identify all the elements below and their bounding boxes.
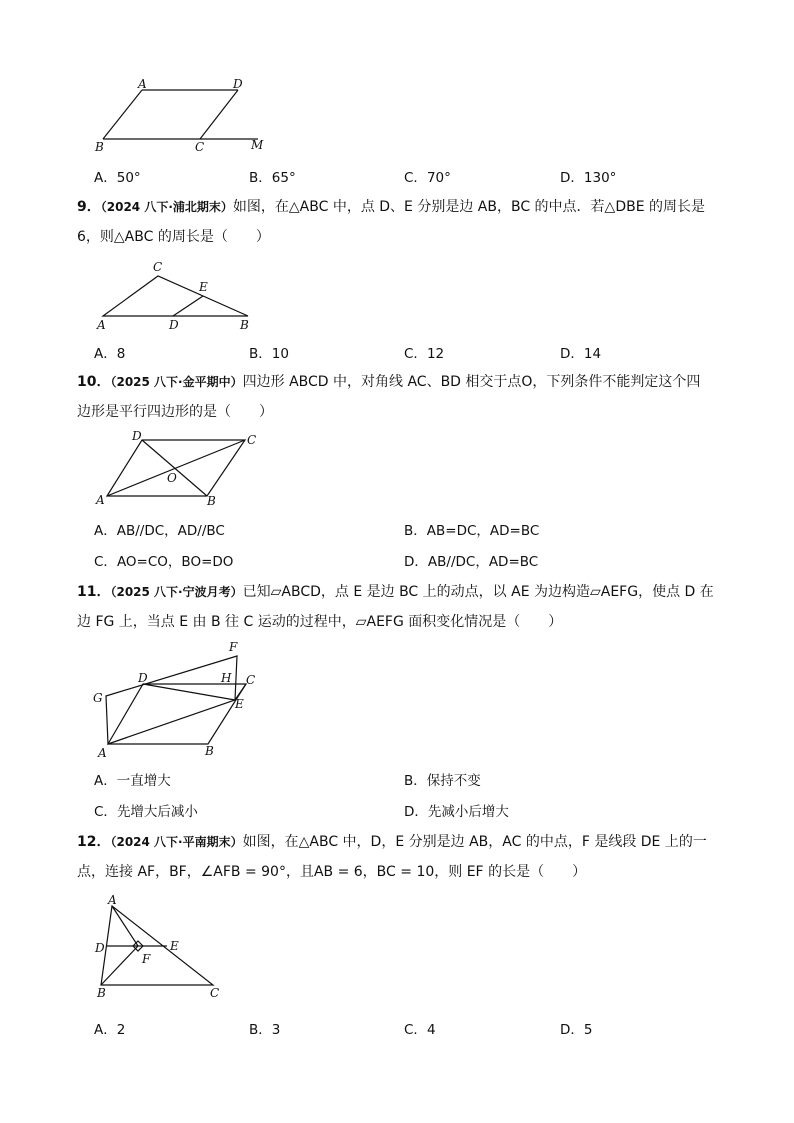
option-text: 5: [583, 1022, 593, 1038]
triangle-abc: [103, 276, 248, 316]
stem-line-2: 边 FG 上，当点 E 由 B 往 C 运动的过程中，▱AEFG 面积变化情况是（ ）: [77, 614, 563, 630]
label-a: A: [138, 77, 147, 91]
q8-figure: [90, 76, 270, 156]
option-text: 2: [116, 1022, 126, 1038]
segment-de: [173, 296, 203, 316]
option-text: 130°: [583, 170, 617, 186]
label-c: C: [210, 986, 220, 1000]
label-f: F: [142, 952, 151, 966]
option-text: 一直增大: [116, 773, 171, 789]
segment-dc: [200, 90, 238, 139]
q10-stem: [77, 367, 722, 427]
option-letter: B．: [404, 773, 427, 789]
option-letter: C．: [404, 346, 427, 362]
question-number: 9．: [77, 199, 101, 215]
label-f: F: [229, 640, 238, 654]
option-letter: B．: [249, 1022, 272, 1038]
option-letter: C．: [94, 804, 117, 820]
option-letter: D．: [404, 554, 428, 570]
q9-option-b[interactable]: [249, 342, 289, 362]
option-text: 50°: [116, 170, 141, 186]
parallelogram-aefg: [106, 656, 237, 744]
segment-af: [112, 906, 138, 946]
q12-option-c[interactable]: [404, 1018, 436, 1038]
question-number: 12．: [77, 834, 111, 850]
option-text: 8: [116, 346, 126, 362]
q9-option-d[interactable]: [560, 342, 601, 362]
label-a: A: [97, 318, 106, 332]
q10-option-a[interactable]: [94, 519, 225, 539]
label-c: C: [246, 673, 256, 687]
label-d: D: [169, 318, 179, 332]
option-letter: B．: [404, 523, 427, 539]
label-e: E: [199, 280, 208, 294]
option-letter: C．: [404, 170, 427, 186]
q11-option-a[interactable]: [94, 769, 171, 789]
label-d: D: [95, 941, 105, 955]
q11-figure: [88, 638, 273, 762]
option-letter: A．: [94, 346, 117, 362]
question-source: （2025 八下·金平期中）: [110, 375, 243, 389]
option-text: 3: [271, 1022, 281, 1038]
stem-line-1: 如图，在△ABC 中，D，E 分别是边 AB，AC 的中点，F 是线段 DE 上的一: [242, 834, 707, 850]
option-letter: C．: [404, 1022, 427, 1038]
question-number: 11．: [77, 584, 111, 600]
q9-option-c[interactable]: [404, 342, 444, 362]
question-source: （2025 八下·宁波月考）: [110, 585, 243, 599]
option-letter: D．: [560, 1022, 584, 1038]
q8-option-a[interactable]: [94, 166, 141, 186]
q9-figure: [90, 256, 260, 336]
option-letter: A．: [94, 1022, 117, 1038]
label-b: B: [240, 318, 249, 332]
stem-line-1: 四边形 ABCD 中，对角线 AC、BD 相交于点O，下列条件不能判定这个四: [242, 374, 701, 390]
label-b: B: [97, 986, 106, 1000]
option-text: 12: [426, 346, 445, 362]
label-m: M: [251, 138, 264, 152]
option-text: 70°: [426, 170, 451, 186]
q10-option-d[interactable]: [404, 550, 538, 570]
label-c: C: [247, 433, 257, 447]
label-b: B: [205, 744, 214, 758]
q12-option-b[interactable]: [249, 1018, 280, 1038]
option-letter: A．: [94, 170, 117, 186]
q12-option-a[interactable]: [94, 1018, 125, 1038]
diagonal-ac: [107, 440, 245, 496]
q10-option-b[interactable]: [404, 519, 539, 539]
option-letter: A．: [94, 523, 117, 539]
q8-option-d[interactable]: [560, 166, 616, 186]
label-d: D: [138, 671, 148, 685]
option-letter: D．: [560, 346, 584, 362]
q9-stem: [77, 192, 722, 252]
label-a: A: [96, 493, 105, 507]
label-h: H: [221, 671, 232, 685]
option-text: AB//DC，AD=BC: [427, 554, 539, 570]
parallelogram-abcd: [108, 684, 246, 744]
question-number: 10．: [77, 374, 111, 390]
stem-line-1: 如图，在△ABC 中，点 D、E 分别是边 AB，BC 的中点．若△DBE 的周长是: [232, 199, 706, 215]
option-text: AB//DC，AD//BC: [116, 523, 225, 539]
q11-stem: [77, 577, 722, 637]
stem-line-2: 边形是平行四边形的是（ ）: [77, 404, 273, 420]
diagonal-bd: [142, 440, 207, 496]
option-text: 4: [426, 1022, 436, 1038]
label-o: O: [167, 471, 177, 485]
label-a: A: [98, 746, 107, 760]
q10-figure: [90, 428, 270, 510]
option-text: 先减小后增大: [427, 804, 509, 820]
label-e: E: [235, 697, 244, 711]
option-letter: B．: [249, 346, 272, 362]
label-c: C: [195, 140, 205, 154]
segment-de: [143, 684, 235, 700]
option-text: AB=DC，AD=BC: [426, 523, 540, 539]
q10-option-c[interactable]: [94, 550, 233, 570]
option-letter: D．: [404, 804, 428, 820]
label-d: D: [132, 429, 142, 443]
q8-option-c[interactable]: [404, 166, 451, 186]
label-a: A: [108, 893, 117, 907]
label-b: B: [207, 494, 216, 508]
option-text: 先增大后减小: [116, 804, 198, 820]
q11-option-b[interactable]: [404, 769, 481, 789]
option-letter: D．: [560, 170, 584, 186]
q8-option-b[interactable]: [249, 166, 296, 186]
label-b: B: [95, 140, 104, 154]
option-letter: B．: [249, 170, 272, 186]
q11-option-d[interactable]: [404, 800, 509, 820]
segment-ab: [103, 90, 142, 139]
label-g: G: [93, 691, 103, 705]
option-text: AO=CO，BO=DO: [116, 554, 234, 570]
label-e: E: [170, 939, 179, 953]
stem-line-1: 已知▱ABCD，点 E 是边 BC 上的动点，以 AE 为边构造▱AEFG，使点 D 在: [242, 584, 714, 600]
q12-option-d[interactable]: [560, 1018, 593, 1038]
question-source: （2024 八下·平南期末）: [110, 835, 243, 849]
question-source: （2024 八下·浦北期末）: [100, 200, 233, 214]
q12-stem: [77, 827, 722, 887]
label-c: C: [153, 260, 163, 274]
q12-figure: [88, 893, 233, 1005]
stem-line-2: 6，则△ABC 的周长是（ ）: [77, 229, 270, 245]
label-d: D: [233, 77, 243, 91]
stem-line-2: 点，连接 AF，BF，∠AFB = 90°，且AB = 6，BC = 10，则 EF 的长是（ ）: [77, 864, 587, 880]
option-text: 65°: [271, 170, 296, 186]
segment-bf: [101, 946, 138, 985]
option-text: 10: [271, 346, 289, 362]
q9-option-a[interactable]: [94, 342, 125, 362]
q11-option-c[interactable]: [94, 800, 198, 820]
option-text: 14: [583, 346, 602, 362]
option-letter: A．: [94, 773, 117, 789]
option-text: 保持不变: [426, 773, 481, 789]
option-letter: C．: [94, 554, 117, 570]
